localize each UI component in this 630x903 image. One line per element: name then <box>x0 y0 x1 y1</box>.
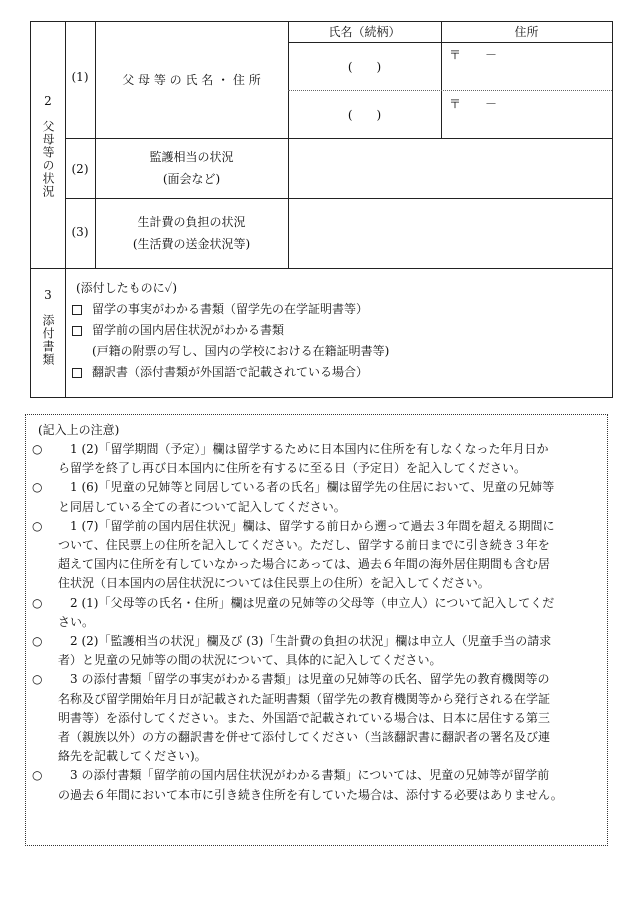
note-bullet-icon: ○ <box>32 518 43 533</box>
note-line <box>32 594 601 613</box>
note-line <box>32 517 601 536</box>
note-indent <box>32 613 58 632</box>
note-text: ら留学を終了し再び日本国内に住所を有するに至る日（予定日）を記入してください。 <box>58 461 527 476</box>
note-text: 2 (1)「父母等の氏名・住所」欄は児童の兄姉等の父母等（申立人）について記入してくだ <box>58 595 555 610</box>
note-indent <box>32 555 58 574</box>
note-text: ついて、住民票上の住所を記入してください。ただし、留学する前日までに引き続き３年を <box>58 538 550 553</box>
note-bullet-icon: ○ <box>32 595 43 610</box>
section2-number: 2 <box>44 94 52 108</box>
note-text: 1 (2)「留学期間（予定）」欄は留学するために日本国内に住所を有しなくなった年月日か <box>58 442 549 456</box>
notes-box <box>25 414 608 846</box>
note-indent <box>32 747 58 766</box>
name-column-header: 氏名（続柄） <box>328 25 401 39</box>
note-line <box>32 574 601 593</box>
note-line <box>32 440 601 459</box>
note-indent <box>32 709 58 728</box>
notes-list <box>32 440 601 805</box>
note-indent <box>32 690 58 709</box>
parent2-postal[interactable]: 〒 － <box>449 97 498 111</box>
note-line <box>32 747 601 766</box>
note-indent <box>32 536 58 555</box>
row3-label: 生計費の負担の状況 (生活費の送金状況等) <box>132 215 251 251</box>
note-text: 名称及び留学開始年月日が記載された証明書類（留学先の教育機関等から発行される在学証 <box>58 691 551 706</box>
row2-label: 監護相当の状況 (面会など) <box>149 150 234 186</box>
row3-number: (3) <box>71 225 89 239</box>
section-divider <box>31 268 612 269</box>
section3-num-divider <box>65 268 66 398</box>
note-text: 2 (2)「監護相当の状況」欄及び (3)「生計費の負担の状況」欄は申立人（児童手当の請求 <box>58 634 552 649</box>
note-indent <box>32 728 58 747</box>
parent-row-divider <box>288 90 612 91</box>
note-line <box>32 670 601 689</box>
note-indent <box>32 574 58 593</box>
notes-title: (記入上の注意) <box>38 423 120 437</box>
note-line <box>32 690 601 709</box>
note-text: の過去６年間において本市に引き続き住所を有していた場合は、添付する必要はありません。 <box>58 787 563 802</box>
note-line <box>32 709 601 728</box>
checkbox-icon[interactable] <box>72 305 82 315</box>
note-text: 者（親族以外）の方の翻訳書を併せて添付してください（当該翻訳書に翻訳者の署名及び連 <box>58 730 551 745</box>
note-text: 3 の添付書類「留学の事実がわかる書類」は児童の兄姉等の氏名、留学先の教育機関等の <box>58 672 550 687</box>
note-bullet-icon: ○ <box>32 480 43 495</box>
note-bullet-icon: ○ <box>32 442 43 456</box>
parent2-relation[interactable]: ( ) <box>347 108 382 122</box>
note-line <box>32 478 601 497</box>
note-bullet-icon: ○ <box>32 768 43 783</box>
note-line <box>32 613 601 632</box>
note-line <box>32 498 601 517</box>
note-text: 超えて国内に住所を有していなかった場合にあっては、過去６年間の海外居住期間も含む居 <box>58 557 550 572</box>
note-indent <box>32 498 58 517</box>
note-text: 明書等）を添付してください。また、外国語で記載されている場合は、日本に居住する第三 <box>58 710 551 725</box>
note-text: 絡先を記載してください)。 <box>58 749 207 764</box>
note-line <box>32 632 601 651</box>
parent1-postal[interactable]: 〒 － <box>449 48 498 62</box>
attachment-item-residence-note: (戸籍の附票の写し、国内の学校における在籍証明書等) <box>92 344 390 358</box>
note-text: 1 (7)「留学前の国内居住状況」欄は、留学する前日から遡って過去３年間を超える期間に <box>58 518 555 533</box>
note-line <box>32 728 601 747</box>
note-bullet-icon: ○ <box>32 634 43 649</box>
attachment-item-residence[interactable]: 留学前の国内居住状況がわかる書類 <box>72 320 389 341</box>
note-indent <box>32 786 58 805</box>
note-line <box>32 786 601 805</box>
living-cost-field[interactable] <box>289 199 611 267</box>
custody-status-field[interactable] <box>289 139 611 197</box>
section3-vertical-label: 添付書類 <box>41 314 55 366</box>
note-line <box>32 536 601 555</box>
parent1-relation[interactable]: ( ) <box>347 60 382 74</box>
checkbox-icon[interactable] <box>72 368 82 378</box>
row1-number: (1) <box>71 70 89 84</box>
note-text: さい。 <box>58 614 95 629</box>
header-row-line <box>288 42 612 43</box>
row2-number: (2) <box>71 162 89 176</box>
note-text: 者）と児童の兄姉等の間の状況について、具体的に記入してください。 <box>58 653 442 668</box>
note-line <box>32 651 601 670</box>
note-text: と同居している全ての者について記入してください。 <box>58 499 346 514</box>
attachment-intro: (添付したものに✓) <box>76 281 178 295</box>
note-indent <box>32 459 58 478</box>
attachment-list <box>72 278 389 383</box>
note-text: 住状況（日本国内の居住状況については住民票上の住所）を記入してください。 <box>58 576 490 591</box>
note-line <box>32 555 601 574</box>
note-line <box>32 459 601 478</box>
note-text: 1 (6)「児童の兄姉等と同居している者の氏名」欄は留学先の住居において、児童の兄姉等 <box>58 480 555 495</box>
row1-label: 父 母 等 の 氏 名 ・ 住 所 <box>122 73 261 87</box>
note-bullet-icon: ○ <box>32 672 43 687</box>
note-line <box>32 766 601 785</box>
address-column-header: 住所 <box>514 25 539 39</box>
checkbox-icon[interactable] <box>72 326 82 336</box>
attachment-item-translation[interactable]: 翻訳書（添付書類が外国語で記載されている場合） <box>72 362 389 383</box>
section3-number: 3 <box>44 288 52 302</box>
note-indent <box>32 651 58 670</box>
note-text: 3 の添付書類「留学前の国内居住状況がわかる書類」については、児童の兄姉等が留学前 <box>58 768 550 783</box>
attachment-item-study[interactable]: 留学の事実がわかる書類（留学先の在学証明書等） <box>72 299 389 320</box>
section2-vertical-label: 父母等の状況 <box>41 120 55 198</box>
